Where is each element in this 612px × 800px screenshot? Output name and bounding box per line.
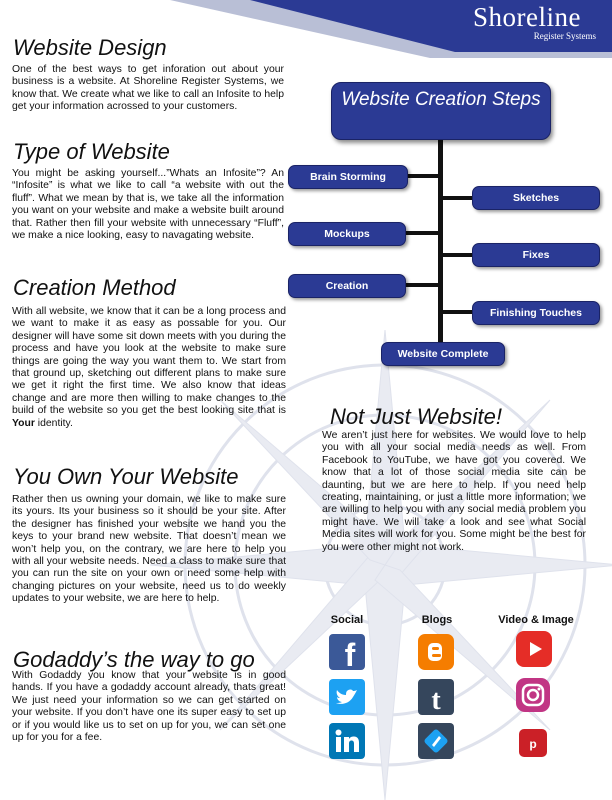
pinterest-icon[interactable] — [519, 729, 547, 757]
step-connector — [440, 253, 474, 257]
you-own-text: Rather then us owning your domain, we like to make sure its yours. Its your business so it should be your site. After the designer has finished your website we hand you the keys to your brand new website. That doesn’t mean we won’t help you, on the contrary, we are here to help you with all your website needs. Need a class to make sure that you can run the site on your own or need some help with changing pictures on your website, need us to do weekly updates to your website, we are here to help. — [12, 494, 286, 605]
step-connector — [440, 196, 474, 200]
creation-method-heading: Creation Method — [13, 275, 176, 300]
blogs-column-label: Blogs — [421, 614, 453, 626]
type-of-website-heading: Type of Website — [13, 139, 170, 164]
steps-chart-title: Website Creation Steps — [331, 82, 551, 140]
company-logo — [452, 2, 602, 41]
website-design-heading: Website Design — [13, 35, 167, 60]
not-just-website-heading: Not Just Website! — [330, 404, 502, 429]
steps-trunk-line — [438, 140, 443, 346]
svg-text:p: p — [529, 737, 537, 751]
logo-tagline: Register Systems — [533, 31, 596, 41]
creation-method-text-bold: Your — [12, 417, 35, 429]
step-mockups: Mockups — [288, 222, 406, 246]
blogger-icon[interactable] — [418, 634, 454, 670]
creation-method-text — [12, 306, 286, 430]
step-website-complete: Website Complete — [381, 342, 505, 366]
step-fixes: Fixes — [472, 243, 600, 267]
godaddy-heading: Godaddy’s the way to go — [13, 647, 255, 672]
step-creation: Creation — [288, 274, 406, 298]
facebook-icon[interactable] — [329, 634, 365, 670]
logo-name: Shoreline — [473, 2, 581, 32]
svg-text:f: f — [344, 637, 356, 670]
not-just-website-text: We aren’t just here for websites. We would love to help you with all your social media needs as well. From Facebook to YouTube, we have got you covered. We know that a lot of those social media site can be daunting, but we are here to help. If you need help creating, maintaining, or just a little more information; we are willing to help you with any social media problem you might have. We will take a look and see what Social Media sites will work for you. Some might be the best for you were other might not work. — [322, 430, 586, 553]
step-sketches: Sketches — [472, 186, 600, 210]
step-finishing-touches: Finishing Touches — [472, 301, 600, 325]
tumblr-icon[interactable] — [418, 679, 454, 715]
youtube-icon[interactable] — [516, 631, 552, 667]
social-column-label: Social — [330, 614, 364, 626]
website-design-text: One of the best ways to get inforation out about your business is a website. At Shoreline Register Systems, we know that. We create what we like to call an Infosite to help get your information acrossed to your customers. — [12, 64, 284, 113]
twitter-icon[interactable] — [329, 679, 365, 715]
creation-method-text-a: With all website, we know that it can be a long process and we want to make it as easy as possable for you. Our designer will have some sit down meets with you during the process and have you look at the website to make sure things are going the way you want them to. We start from that ground up, sketching out different plans to make sure we get it right the first time. We also know that ideas change and are more then willing to make changes to the build of the website so you get the best looking site that is — [12, 306, 286, 417]
linkedin-icon[interactable] — [329, 723, 365, 759]
video-image-column-label: Video & Image — [498, 614, 574, 626]
instagram-icon[interactable] — [516, 678, 550, 712]
svg-text:t: t — [431, 685, 441, 715]
godaddy-text: With Godaddy you know that your website is in good hands. If you have a godaddy account already, thats great! We just need your information so we can get started on your website. If you don’t have one its super easy to set up or if you would like us to set on up for you, we can set one up for you for a fee. — [12, 670, 286, 744]
step-connector — [440, 310, 474, 314]
type-of-website-text: You might be asking yourself...”Whats an Infosite”? An “Infosite” is what we like to call “a website with out the fluff”. What we mean by that is, we take all the information you want on your website and make a website built around that. Rather then fill your website with unnecessary “Fluff”, we make a nice looking, easy to navagating website. — [12, 168, 284, 242]
you-own-heading: You Own Your Website — [13, 464, 239, 489]
creation-method-text-c: identity. — [34, 417, 73, 429]
blog-platform-icon[interactable] — [418, 723, 454, 759]
step-brain-storming: Brain Storming — [288, 165, 408, 189]
